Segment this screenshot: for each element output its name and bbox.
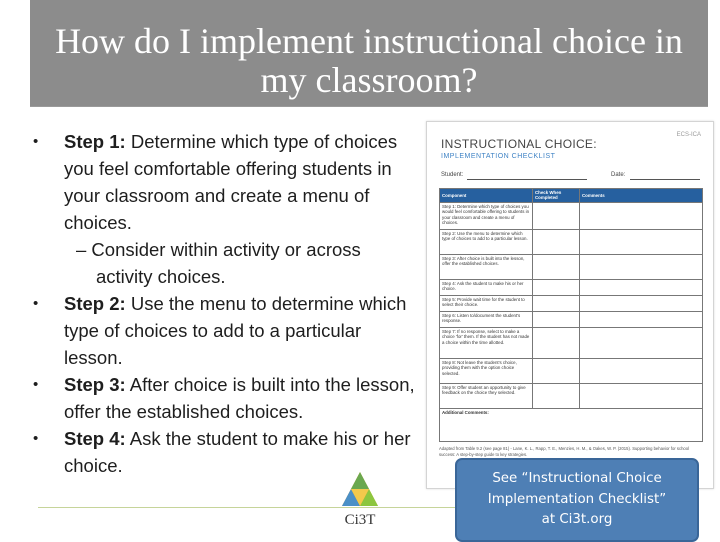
checklist-callout: [455, 458, 699, 542]
table-cell: [580, 279, 703, 295]
date-field-label: Date:: [611, 172, 626, 178]
callout-line-3: at Ci3t.org: [541, 512, 613, 527]
step-1-text: Determine which type of choices you feel comfortable offering students in your classroom and create a menu of choices.: [64, 131, 398, 233]
table-cell: [533, 383, 580, 408]
table-cell: [533, 358, 580, 383]
logo-text: Ci3T: [344, 512, 376, 528]
step-1-label: Step 1:: [64, 131, 126, 152]
table-cell: [580, 254, 703, 279]
table-cell: Step 4: Ask the student to make his or her choice.: [440, 279, 533, 295]
table-cell: Step 8: Not leave the student's choice, providing them with the option choice selected.: [440, 358, 533, 383]
table-row: [440, 254, 703, 279]
table-cell: Step 6: Listen to/document the student's response.: [440, 311, 533, 327]
table-cell: [533, 295, 580, 311]
title-bar: [30, 0, 708, 107]
step-4-label: Step 4:: [64, 428, 126, 449]
checklist-header-row: [440, 189, 703, 203]
step-list: [30, 128, 422, 479]
table-row: [440, 358, 703, 383]
table-cell: [580, 383, 703, 408]
student-field-line: [467, 179, 587, 180]
step-3-text: After choice is built into the lesson, offer the established choices.: [64, 374, 415, 422]
checklist-subtitle: IMPLEMENTATION CHECKLIST: [441, 153, 556, 160]
table-cell: Additional Comments:: [440, 408, 703, 441]
callout-line-1: See “Instructional Choice: [492, 471, 662, 486]
student-field-label: Student:: [441, 172, 464, 178]
table-cell: [533, 254, 580, 279]
table-row: [440, 383, 703, 408]
step-3-label: Step 3:: [64, 374, 126, 395]
table-row: [440, 279, 703, 295]
table-row: [440, 311, 703, 327]
step-2-text: Use the menu to determine which type of choices to add to a particular lesson.: [64, 293, 407, 368]
table-cell: [580, 202, 703, 229]
date-field-line: [630, 179, 700, 180]
table-cell: [580, 295, 703, 311]
table-row: [440, 327, 703, 358]
checklist-table: [439, 188, 703, 442]
table-row: [440, 229, 703, 254]
table-cell: Step 5: Provide wait time for the student to select their choice.: [440, 295, 533, 311]
table-cell: [533, 311, 580, 327]
table-cell: [580, 358, 703, 383]
table-cell: [533, 202, 580, 229]
checklist-doc-id: ECS-ICA: [676, 132, 701, 138]
step-4-text: Ask the student to make his or her choice.: [64, 428, 411, 476]
col-header-check: Check When Completed: [533, 189, 580, 203]
checklist-title: INSTRUCTIONAL CHOICE:: [441, 137, 597, 151]
slide-title: How do I implement instructional choice in my classroom?: [55, 21, 683, 100]
step-2-bullet: [30, 290, 422, 371]
step-3-bullet: [30, 371, 422, 425]
col-header-component: Component: [440, 189, 533, 203]
table-cell: Step 3: After choice is built into the lesson, offer the established choices.: [440, 254, 533, 279]
table-cell: [580, 311, 703, 327]
ci3t-logo: [336, 466, 384, 532]
callout-line-2: Implementation Checklist”: [487, 491, 667, 507]
table-cell: [533, 279, 580, 295]
table-cell: Step 1: Determine which type of choices you would feel comfortable offering to students in your classroom and create a menu of choices.: [440, 202, 533, 229]
col-header-comments: Comments: [580, 189, 703, 203]
table-cell: [580, 229, 703, 254]
table-cell: [533, 327, 580, 358]
checklist-thumbnail: [426, 121, 714, 489]
table-row: [440, 295, 703, 311]
checklist-reference: Adapted from Table 9.2 (see page 81) - Lane, K. L., Rapp, T. E., Menzies, H. M., & Oakes, W. P. (2015). Supporting behavior for school success: A step-by-step guide to key strategies.: [439, 446, 689, 457]
step-1-sub-bullet: – Consider within activity or across activity choices.: [76, 239, 361, 287]
table-cell: [533, 229, 580, 254]
table-cell: Step 9: Offer student an opportunity to give feedback on the choice they selected.: [440, 383, 533, 408]
step-1-bullet: [30, 128, 422, 236]
step-2-label: Step 2:: [64, 293, 126, 314]
table-row: [440, 408, 703, 441]
table-cell: [580, 327, 703, 358]
table-cell: Step 7: If no response, select to make a choice 'for' them. If the student has not made a choice within the time allotted.: [440, 327, 533, 358]
table-row: [440, 202, 703, 229]
table-cell: Step 2: Use the menu to determine which type of choices to add to a particular lesson.: [440, 229, 533, 254]
